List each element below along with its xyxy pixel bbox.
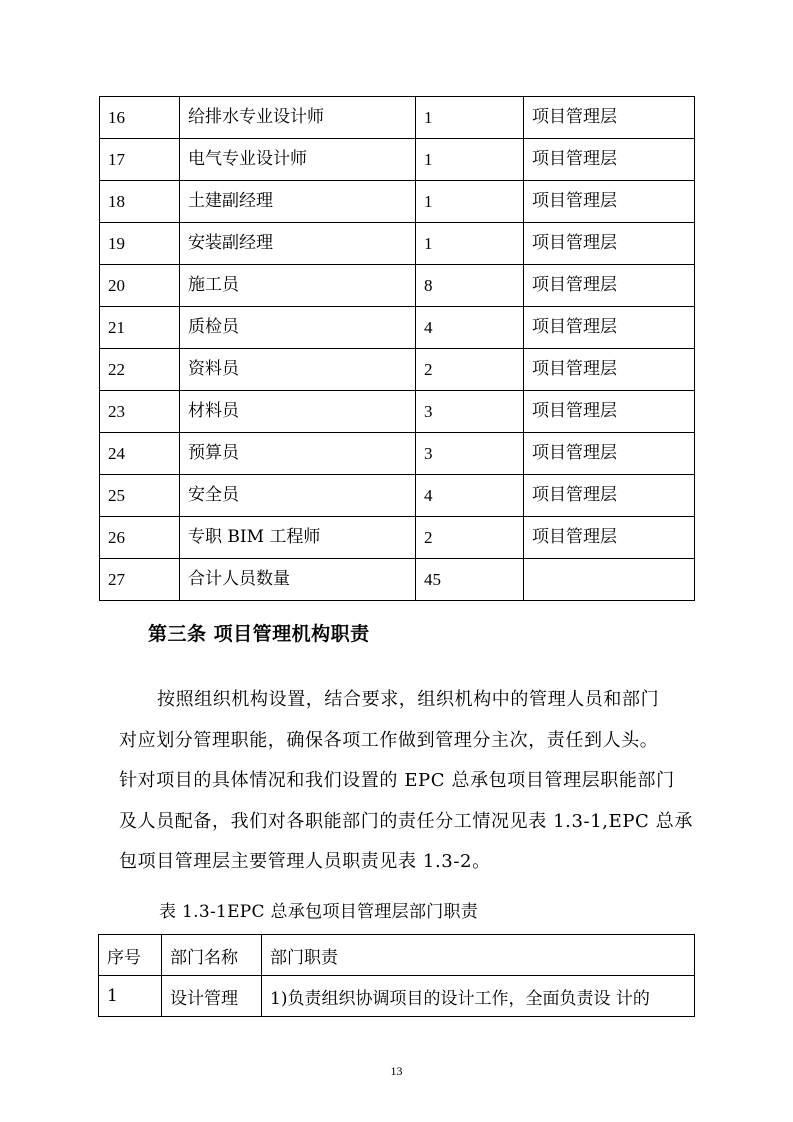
- staff-cell-no: 20: [100, 265, 180, 307]
- staff-cell-no: 24: [100, 433, 180, 475]
- staff-cell-level: 项目管理层: [524, 517, 695, 559]
- body-line: 针对项目的具体情况和我们设置的 EPC 总承包项目管理层职能部门: [119, 770, 675, 791]
- staff-cell-no: 21: [100, 307, 180, 349]
- staff-cell-no: 16: [100, 97, 180, 139]
- staff-table-row: [100, 139, 695, 181]
- staff-cell-no: 19: [100, 223, 180, 265]
- staff-cell-position: 合计人员数量: [180, 559, 416, 601]
- staff-cell-count: 45: [416, 559, 524, 601]
- staff-cell-level: 项目管理层: [524, 181, 695, 223]
- body-line: 对应划分管理职能，确保各项工作做到管理分主次，责任到人头。: [119, 729, 659, 751]
- staff-table-row: [100, 97, 695, 139]
- staff-cell-position: 预算员: [180, 433, 416, 475]
- staff-cell-position: 安装副经理: [180, 223, 416, 265]
- staff-table-body: [100, 97, 695, 601]
- staff-cell-count: 1: [416, 139, 524, 181]
- duty-table-header-row: [99, 935, 695, 976]
- staff-cell-level: 项目管理层: [524, 139, 695, 181]
- duty-cell-duty: 1)负责组织协调项目的设计工作，全面负责设 计的: [262, 976, 695, 1017]
- staff-cell-position: 资料员: [180, 349, 416, 391]
- staff-table-row: [100, 223, 695, 265]
- staff-cell-level: 项目管理层: [524, 391, 695, 433]
- staff-cell-count: 8: [416, 265, 524, 307]
- staff-cell-level: 项目管理层: [524, 349, 695, 391]
- staff-cell-count: 4: [416, 475, 524, 517]
- header-cell-duty: 部门职责: [262, 935, 695, 976]
- staff-cell-level: 项目管理层: [524, 97, 695, 139]
- staff-cell-position: 质检员: [180, 307, 416, 349]
- staff-table-row: [100, 181, 695, 223]
- page-number: 13: [390, 1064, 403, 1078]
- staff-cell-count: 1: [416, 181, 524, 223]
- staff-cell-level: 项目管理层: [524, 265, 695, 307]
- body-line: 按照组织机构设置，结合要求，组织机构中的管理人员和部门: [157, 689, 660, 710]
- staff-cell-count: 2: [416, 517, 524, 559]
- staff-cell-no: 17: [100, 139, 180, 181]
- staff-table-row: [100, 307, 695, 349]
- staff-cell-count: 1: [416, 223, 524, 265]
- staff-cell-level: 项目管理层: [524, 433, 695, 475]
- staff-cell-position: 土建副经理: [180, 181, 416, 223]
- header-cell-no: 序号: [99, 935, 162, 976]
- body-paragraph: [119, 680, 693, 883]
- staff-table-row: [100, 517, 695, 559]
- table-caption: 表 1.3-1EPC 总承包项目管理层部门职责: [159, 902, 479, 922]
- duty-cell-dept: 设计管理: [162, 976, 262, 1017]
- staff-cell-level: 项目管理层: [524, 475, 695, 517]
- staff-cell-level: 项目管理层: [524, 223, 695, 265]
- staff-cell-level: [524, 559, 695, 601]
- staff-cell-position: 安全员: [180, 475, 416, 517]
- staff-cell-position: 专职 BIM 工程师: [180, 517, 416, 559]
- staff-table: [99, 96, 695, 601]
- duty-cell-no: 1: [99, 976, 162, 1017]
- body-line: 及人员配备，我们对各职能部门的责任分工情况见表 1.3-1,EPC 总承: [119, 810, 693, 832]
- header-cell-dept: 部门名称: [162, 935, 262, 976]
- staff-cell-no: 25: [100, 475, 180, 517]
- staff-cell-count: 3: [416, 391, 524, 433]
- staff-cell-no: 23: [100, 391, 180, 433]
- staff-cell-count: 4: [416, 307, 524, 349]
- staff-cell-no: 18: [100, 181, 180, 223]
- staff-cell-no: 22: [100, 349, 180, 391]
- staff-table-row: [100, 391, 695, 433]
- staff-cell-count: 2: [416, 349, 524, 391]
- section-title: 第三条 项目管理机构职责: [148, 623, 370, 645]
- staff-table-row: [100, 349, 695, 391]
- staff-cell-position: 材料员: [180, 391, 416, 433]
- staff-table-row: [100, 265, 695, 307]
- staff-cell-position: 施工员: [180, 265, 416, 307]
- staff-table-row: [100, 475, 695, 517]
- staff-cell-position: 给排水专业设计师: [180, 97, 416, 139]
- staff-table-row: [100, 433, 695, 475]
- duty-table-row: [99, 976, 695, 1017]
- department-duty-table: [98, 934, 695, 1017]
- staff-cell-no: 27: [100, 559, 180, 601]
- staff-cell-count: 1: [416, 97, 524, 139]
- staff-cell-no: 26: [100, 517, 180, 559]
- staff-table-row: [100, 559, 695, 601]
- body-line: 包项目管理层主要管理人员职责见表 1.3-2。: [119, 851, 491, 872]
- staff-cell-level: 项目管理层: [524, 307, 695, 349]
- staff-cell-count: 3: [416, 433, 524, 475]
- staff-cell-position: 电气专业设计师: [180, 139, 416, 181]
